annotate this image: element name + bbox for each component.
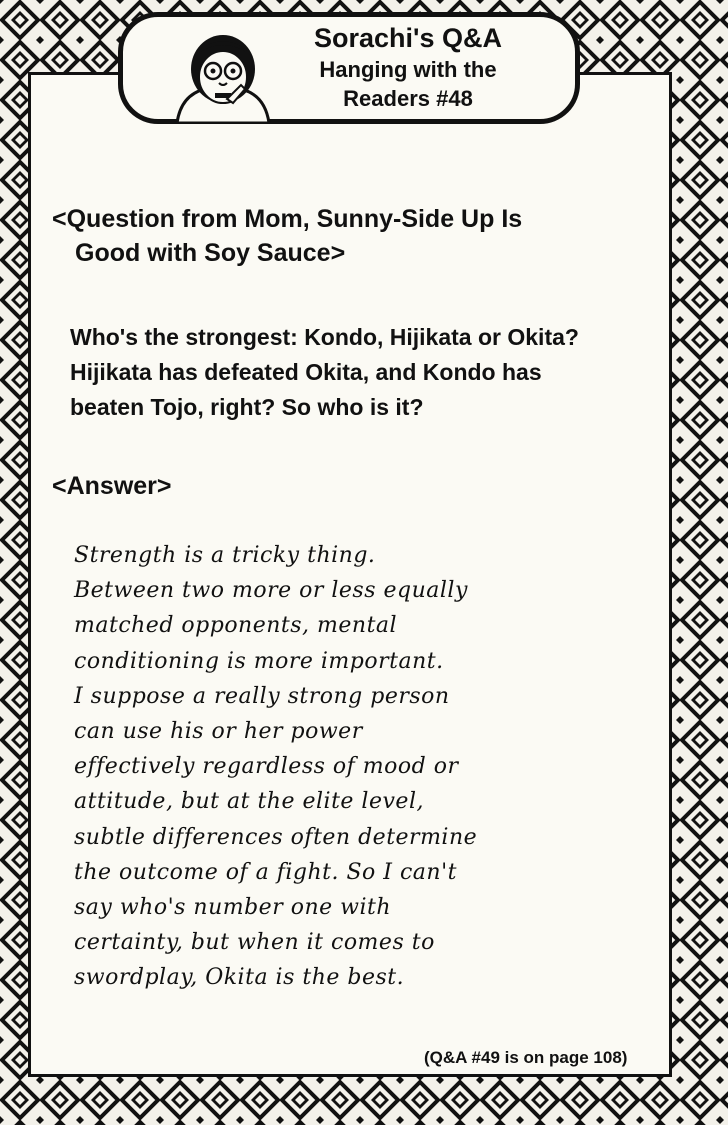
answer-heading: <Answer> [52, 472, 172, 500]
author-portrait-icon [163, 27, 283, 123]
header-subtitle-line2: Readers #48 [343, 86, 473, 111]
answer-line: say who's number one with [74, 895, 392, 921]
header-subtitle-line1: Hanging with the [319, 57, 497, 82]
footer-note: (Q&A #49 is on page 108) [424, 1048, 628, 1067]
answer-line: Between two more or less equally [74, 578, 468, 604]
answer-line: subtle differences often determine [74, 824, 478, 850]
answer-line: effectively regardless of mood or [74, 754, 459, 780]
answer-line: Strength is a tricky thing. [74, 543, 376, 568]
question-line: Who's the strongest: Kondo, Hijikata or Okita? [70, 324, 579, 350]
answer-line: matched opponents, mental [74, 613, 398, 639]
answer-line: attitude, but at the elite level, [74, 789, 424, 815]
answer-line: certainty, but when it comes to [74, 930, 435, 956]
answer-line: swordplay, Okita is the best. [74, 965, 405, 991]
question-heading-line2: Good with Soy Sauce> [75, 239, 346, 267]
answer-body [74, 538, 634, 996]
header-banner [118, 12, 580, 124]
question-line: Hijikata has defeated Okita, and Kondo has [70, 359, 542, 385]
answer-line: I suppose a really strong person [74, 683, 450, 709]
header-title: Sorachi's Q&A [314, 23, 502, 53]
answer-line: the outcome of a fight. So I can't [74, 859, 457, 885]
header-title-block [273, 21, 543, 113]
answer-line: conditioning is more important. [74, 648, 444, 674]
question-heading-line1: <Question from Mom, Sunny-Side Up Is [52, 205, 523, 233]
answer-line: can use his or her power [74, 719, 363, 745]
question-heading [52, 202, 612, 270]
question-body [70, 320, 640, 425]
question-line: beaten Tojo, right? So who is it? [70, 394, 424, 420]
